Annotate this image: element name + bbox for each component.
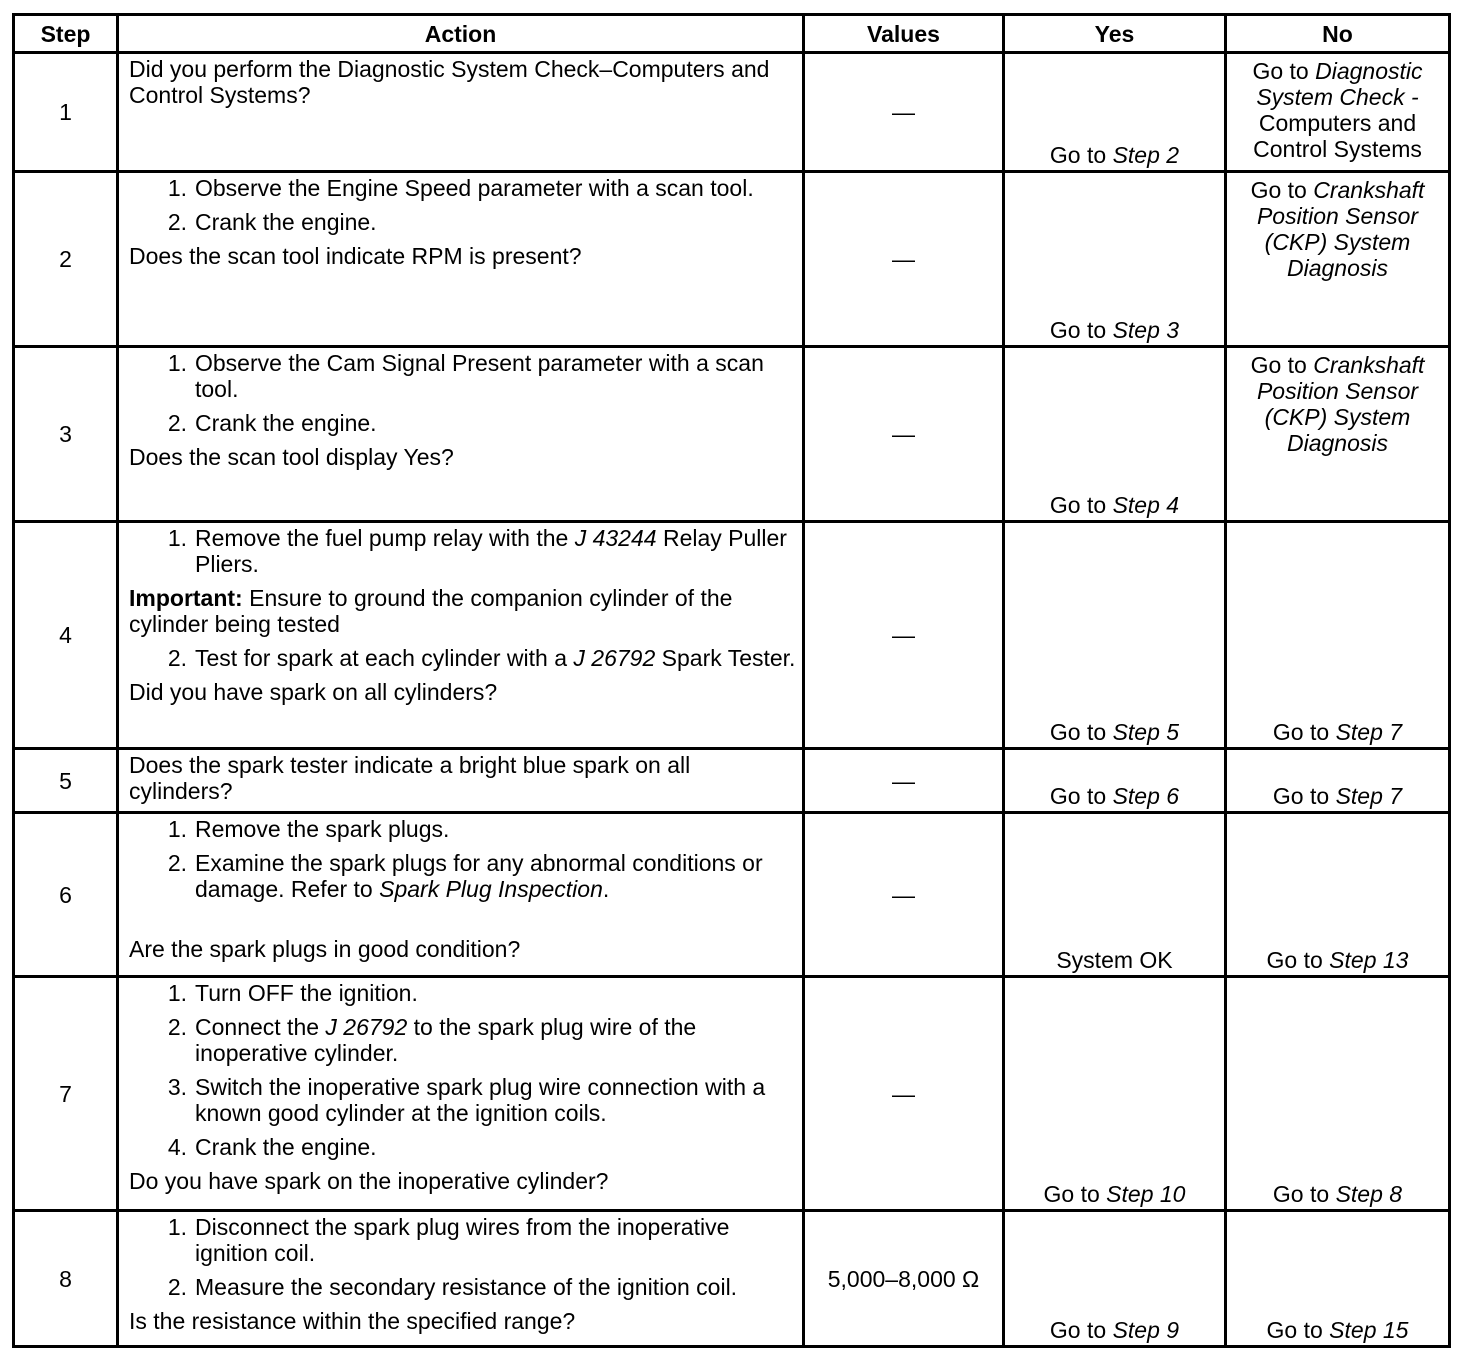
list-text: Switch the inoperative spark plug wire connection with a known good cylinder at the ignition coils. <box>195 1074 766 1126</box>
values-cell: 5,000–8,000 Ω <box>804 1211 1004 1347</box>
step-number: 3 <box>14 347 118 522</box>
list-item <box>129 175 798 201</box>
table-row <box>14 53 1450 172</box>
list-number: 2. <box>167 850 187 876</box>
goto-label: Go to <box>1049 142 1113 168</box>
values-cell: — <box>804 749 1004 813</box>
table-row <box>14 749 1450 813</box>
values-cell: — <box>804 347 1004 522</box>
no-text <box>1227 947 1448 973</box>
values-cell: — <box>804 172 1004 347</box>
list-number: 1. <box>167 175 187 201</box>
step-link[interactable]: Step 5 <box>1112 719 1180 745</box>
step-number: 2 <box>14 172 118 347</box>
action-cell <box>118 522 804 749</box>
action-cell <box>118 53 804 172</box>
important-label: Important: <box>129 585 243 611</box>
list-text: Crank the engine. <box>195 1134 377 1160</box>
goto-label: Go to <box>1049 719 1113 745</box>
list-number: 1. <box>167 980 187 1006</box>
yes-text <box>1005 492 1224 518</box>
no-text <box>1227 173 1448 281</box>
procedure-link[interactable]: Spark Plug Inspection <box>379 876 603 902</box>
list-text <box>195 1014 798 1066</box>
header-action: Action <box>118 15 804 53</box>
header-no: No <box>1226 15 1450 53</box>
step-number: 8 <box>14 1211 118 1347</box>
yes-cell <box>1004 347 1226 522</box>
no-text <box>1227 1181 1448 1207</box>
list-text <box>195 850 798 902</box>
action-cell <box>118 347 804 522</box>
action-question: Is the resistance within the specified range? <box>129 1308 576 1334</box>
goto-label: Go to <box>1272 719 1336 745</box>
goto-label: Go to <box>1250 177 1314 203</box>
action-question: Does the scan tool display Yes? <box>129 444 454 470</box>
no-cell <box>1226 749 1450 813</box>
tool-number: J 26792 <box>325 1014 408 1040</box>
tool-number: J 26792 <box>573 645 656 671</box>
yes-cell <box>1004 813 1226 977</box>
no-text <box>1227 719 1448 745</box>
values-cell: — <box>804 53 1004 172</box>
list-item <box>129 350 798 402</box>
yes-cell <box>1004 172 1226 347</box>
list-number: 1. <box>167 350 187 376</box>
goto-label: Go to <box>1272 1181 1336 1207</box>
table-row <box>14 172 1450 347</box>
important-note <box>129 585 798 637</box>
values-cell: — <box>804 813 1004 977</box>
no-cell <box>1226 172 1450 347</box>
values-cell: — <box>804 977 1004 1211</box>
step-number: 1 <box>14 53 118 172</box>
action-question: Are the spark plugs in good condition? <box>129 936 521 962</box>
list-number: 2. <box>167 1014 187 1040</box>
text-part: . <box>602 876 610 902</box>
list-text: Remove the spark plugs. <box>195 816 450 842</box>
list-number: 2. <box>167 410 187 436</box>
no-text <box>1227 54 1448 162</box>
list-number: 1. <box>167 525 187 551</box>
action-cell <box>118 977 804 1211</box>
list-item <box>129 850 798 902</box>
list-text: Observe the Cam Signal Present parameter with a scan tool. <box>195 350 764 402</box>
yes-cell <box>1004 1211 1226 1347</box>
action-question: Did you perform the Diagnostic System Check–Computers and Control Systems? <box>129 56 770 108</box>
header-yes: Yes <box>1004 15 1226 53</box>
list-number: 2. <box>167 645 187 671</box>
table-row <box>14 522 1450 749</box>
list-text: Measure the secondary resistance of the ignition coil. <box>195 1274 738 1300</box>
text-part: Remove the fuel pump relay with the <box>195 525 575 551</box>
goto-label: Go to <box>1049 317 1113 343</box>
list-item <box>129 1134 798 1160</box>
step-link[interactable]: Step 7 <box>1335 783 1403 809</box>
list-number: 1. <box>167 1214 187 1240</box>
goto-label: Go to <box>1043 1181 1107 1207</box>
list-item <box>129 209 798 235</box>
step-link[interactable]: Step 10 <box>1106 1181 1186 1207</box>
yes-cell <box>1004 977 1226 1211</box>
procedure-link[interactable]: Crankshaft Position Sensor (CKP) System Diagnosis <box>1256 177 1425 281</box>
text-part: Examine the spark plugs for any abnormal conditions or damage. Refer to <box>195 850 763 902</box>
list-text <box>195 525 798 577</box>
step-link[interactable]: Step 15 <box>1329 1317 1409 1343</box>
list-item <box>129 980 798 1006</box>
no-text <box>1227 348 1448 456</box>
yes-cell <box>1004 53 1226 172</box>
step-number: 7 <box>14 977 118 1211</box>
action-cell <box>118 813 804 977</box>
goto-label: Go to <box>1049 492 1113 518</box>
list-number: 3. <box>167 1074 187 1100</box>
values-cell: — <box>804 522 1004 749</box>
list-number: 2. <box>167 1274 187 1300</box>
list-item <box>129 1274 798 1300</box>
text-part: to the spark plug wire of the inoperative cylinder. <box>195 1014 697 1066</box>
important-text: Ensure to ground the companion cylinder of the cylinder being tested <box>129 585 733 637</box>
list-text <box>195 645 798 671</box>
text-part: Relay Puller Pliers. <box>195 525 787 577</box>
no-text <box>1227 783 1448 809</box>
yes-text <box>1005 142 1224 168</box>
procedure-link[interactable]: Diagnostic System Check - <box>1256 58 1423 110</box>
table-row <box>14 977 1450 1211</box>
action-question: Do you have spark on the inoperative cylinder? <box>129 1168 609 1194</box>
step-link[interactable]: Step 3 <box>1112 317 1180 343</box>
no-cell <box>1226 813 1450 977</box>
step-link[interactable]: Step 7 <box>1335 719 1403 745</box>
yes-cell <box>1004 522 1226 749</box>
list-text: Crank the engine. <box>195 209 377 235</box>
text-part: Test for spark at each cylinder with a <box>195 645 574 671</box>
text-part: Spark Tester. <box>655 645 796 671</box>
no-cell <box>1226 522 1450 749</box>
step-link[interactable]: Step 9 <box>1112 1317 1180 1343</box>
action-question: Does the spark tester indicate a bright blue spark on all cylinders? <box>129 752 691 804</box>
no-cell <box>1226 53 1450 172</box>
text-part: Connect the <box>195 1014 326 1040</box>
step-number: 6 <box>14 813 118 977</box>
step-link[interactable]: Step 8 <box>1335 1181 1403 1207</box>
list-item <box>129 645 798 671</box>
list-number: 4. <box>167 1134 187 1160</box>
goto-label: Go to <box>1049 783 1113 809</box>
goto-label: Go to <box>1266 947 1330 973</box>
step-link[interactable]: Step 13 <box>1329 947 1409 973</box>
goto-label: Go to <box>1252 58 1316 84</box>
list-item <box>129 1214 798 1266</box>
yes-text: System OK <box>1056 947 1173 973</box>
procedure-link-rest: Computers and Control Systems <box>1253 110 1422 162</box>
yes-text <box>1005 317 1224 343</box>
list-item <box>129 816 798 842</box>
step-link[interactable]: Step 2 <box>1112 142 1180 168</box>
list-text: Observe the Engine Speed parameter with a scan tool. <box>195 175 754 201</box>
list-text: Crank the engine. <box>195 410 377 436</box>
no-text <box>1227 1317 1448 1343</box>
action-cell <box>118 1211 804 1347</box>
step-link[interactable]: Step 6 <box>1112 783 1180 809</box>
list-item <box>129 525 798 577</box>
tool-number: J 43244 <box>574 525 657 551</box>
step-number: 5 <box>14 749 118 813</box>
action-cell <box>118 749 804 813</box>
action-question: Does the scan tool indicate RPM is present? <box>129 243 582 269</box>
yes-text <box>1005 1317 1224 1343</box>
no-cell <box>1226 1211 1450 1347</box>
yes-text <box>1005 719 1224 745</box>
step-link[interactable]: Step 4 <box>1112 492 1180 518</box>
no-cell <box>1226 347 1450 522</box>
diagnostic-table <box>12 13 1451 1348</box>
no-cell <box>1226 977 1450 1211</box>
table-row <box>14 347 1450 522</box>
yes-cell <box>1004 749 1226 813</box>
goto-label: Go to <box>1250 352 1314 378</box>
header-step: Step <box>14 15 118 53</box>
table-row <box>14 813 1450 977</box>
list-number: 2. <box>167 209 187 235</box>
list-item <box>129 410 798 436</box>
goto-label: Go to <box>1266 1317 1330 1343</box>
action-question: Did you have spark on all cylinders? <box>129 679 498 705</box>
list-text: Disconnect the spark plug wires from the inoperative ignition coil. <box>195 1214 730 1266</box>
procedure-link[interactable]: Crankshaft Position Sensor (CKP) System Diagnosis <box>1256 352 1425 456</box>
goto-label: Go to <box>1049 1317 1113 1343</box>
table-row <box>14 1211 1450 1347</box>
step-number: 4 <box>14 522 118 749</box>
header-row <box>14 15 1450 53</box>
list-text: Turn OFF the ignition. <box>195 980 418 1006</box>
action-cell <box>118 172 804 347</box>
yes-text <box>1005 783 1224 809</box>
list-number: 1. <box>167 816 187 842</box>
header-values: Values <box>804 15 1004 53</box>
goto-label: Go to <box>1272 783 1336 809</box>
yes-text <box>1005 1181 1224 1207</box>
list-item <box>129 1014 798 1066</box>
list-item <box>129 1074 798 1126</box>
